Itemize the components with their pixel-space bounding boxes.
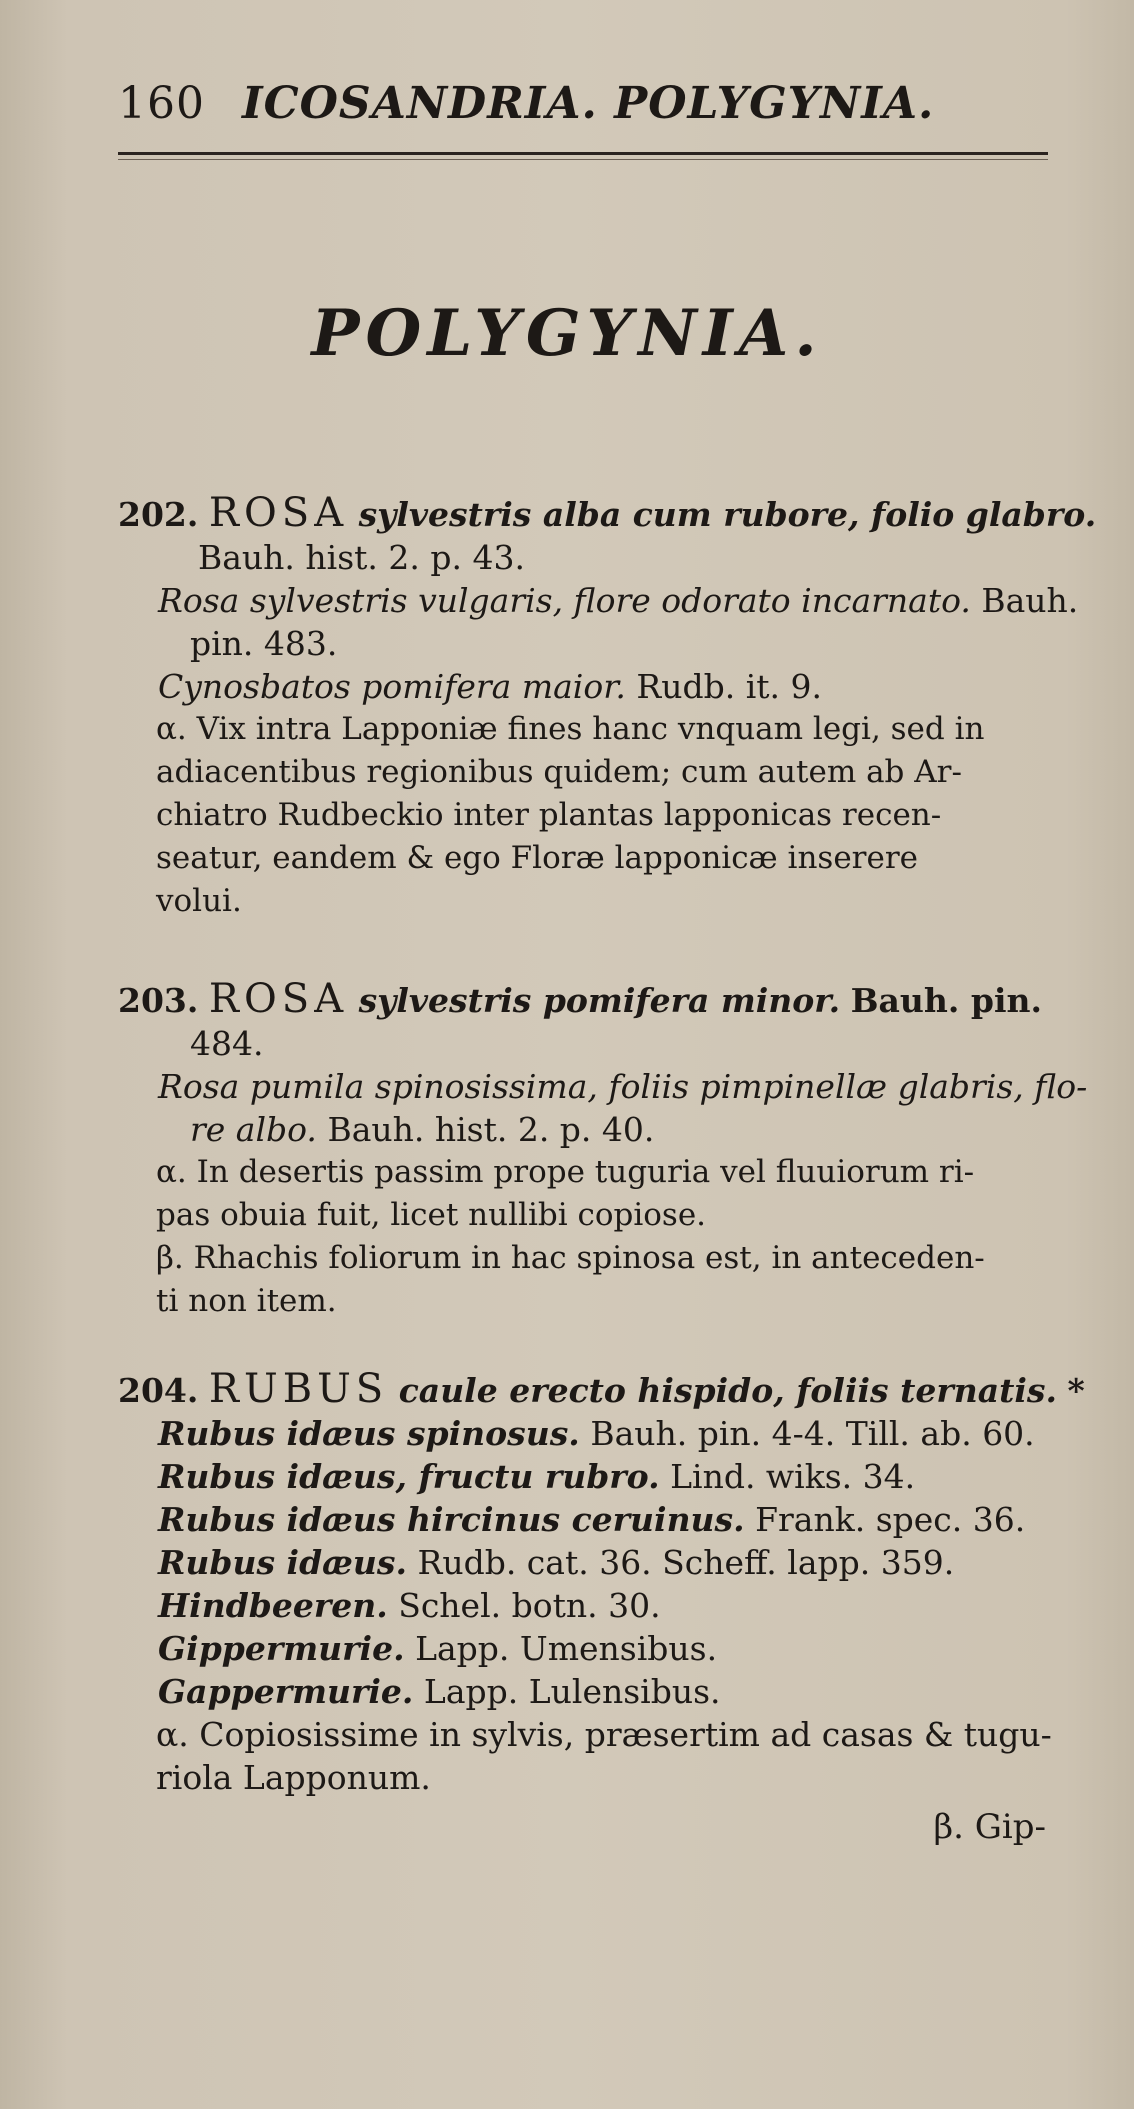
note-line: ti non item. (156, 1283, 337, 1319)
synonym-name: Rubus idæus hircinus ceruinus. (158, 1500, 745, 1539)
synonym-ref: Bauh. (981, 581, 1079, 620)
synonym-ref: Bauh. pin. 4-4. Till. ab. 60. (590, 1414, 1035, 1453)
synonym-name: Rosa sylvestris vulgaris, flore odorato incarnato. (158, 581, 971, 620)
note-line: α. In desertis passim prope tuguria vel fluuiorum ri- (156, 1154, 975, 1190)
synonym-name: Gappermurie. (158, 1672, 414, 1711)
entry-heading (118, 978, 1068, 1022)
note-line: chiatro Rudbeckio inter plantas lapponicas recen- (156, 797, 942, 833)
diagnosis: sylvestris alba cum rubore, folio glabro. (358, 495, 1097, 534)
genus-name: ROSA (208, 976, 349, 1022)
synonym-ref: Rudb. it. 9. (636, 667, 822, 706)
diagnosis: caule erecto hispido, foliis ternatis. (398, 1371, 1057, 1410)
synonym-line (118, 1412, 1068, 1455)
section-title: POLYGYNIA. (311, 296, 823, 371)
entry-heading (118, 1366, 1085, 1412)
note-line: α. Copiosissime in sylvis, præsertim ad casas & tugu- (156, 1715, 1052, 1754)
note-line: riola Lapponum. (156, 1758, 431, 1797)
synonym-name: Gippermurie. (158, 1629, 405, 1668)
synonym-line (118, 1541, 1068, 1584)
citation-line: Bauh. hist. 2. p. 43. (198, 538, 525, 577)
running-title: ICOSANDRIA. POLYGYNIA. (241, 78, 935, 129)
citation-line: pin. 483. (190, 624, 338, 663)
asterisk-mark: * (1067, 1371, 1085, 1410)
synonym-name: Rosa pumila spinosissima, foliis pimpinellæ glabris, flo- (158, 1067, 1088, 1106)
header-rule (118, 152, 1048, 160)
entry-202 (118, 490, 1097, 923)
synonym-ref: Bauh. hist. 2. p. 40. (327, 1110, 655, 1149)
synonym-line (118, 1670, 1068, 1713)
synonym-line (118, 665, 1068, 708)
entry-number: 203. (118, 981, 199, 1020)
synonym-name: Hindbeeren. (158, 1586, 388, 1625)
synonym-line (118, 579, 1079, 622)
synonym-line (118, 1108, 1068, 1151)
synonym-name: Rubus idæus spinosus. (158, 1414, 580, 1453)
entry-204 (118, 1366, 1085, 1799)
diagnosis-ref: Bauh. pin. (850, 981, 1042, 1020)
synonym-name: Cynosbatos pomifera maior. (158, 667, 626, 706)
genus-name: RUBUS (208, 1366, 389, 1412)
note-line: β. Rhachis foliorum in hac spinosa est, in anteceden- (156, 1240, 985, 1276)
synonym-name: re albo. (190, 1110, 317, 1149)
synonym-ref: Rudb. cat. 36. Scheff. lapp. 359. (417, 1543, 955, 1582)
diagnosis: sylvestris pomifera minor. (358, 981, 841, 1020)
synonym-name: Rubus idæus, fructu rubro. (158, 1457, 660, 1496)
entry-heading (118, 490, 1097, 536)
synonym-ref: Frank. spec. 36. (755, 1500, 1026, 1539)
catchword: β. Gip- (933, 1807, 1046, 1847)
note-line: seatur, eandem & ego Floræ lapponicæ inserere (156, 840, 919, 876)
synonym-line (118, 1627, 1068, 1670)
synonym-name: Rubus idæus. (158, 1543, 407, 1582)
synonym-line (118, 1498, 1068, 1541)
genus-name: ROSA (208, 490, 349, 536)
synonym-line (118, 1455, 1068, 1498)
synonym-line (118, 1584, 1068, 1627)
entry-number: 204. (118, 1371, 199, 1410)
synonym-ref: Lapp. Lulensibus. (423, 1672, 721, 1711)
note-line: α. Vix intra Lapponiæ fines hanc vnquam legi, sed in (156, 711, 985, 747)
synonym-ref: Lind. wiks. 34. (670, 1457, 916, 1496)
synonym-ref: Lapp. Umensibus. (415, 1629, 718, 1668)
note-line: pas obuia fuit, licet nullibi copiose. (156, 1197, 707, 1233)
synonym-ref: Schel. botn. 30. (398, 1586, 661, 1625)
citation-line: 484. (190, 1024, 264, 1063)
note-line: adiacentibus regionibus quidem; cum autem ab Ar- (156, 754, 962, 790)
entry-number: 202. (118, 495, 199, 534)
entry-203 (118, 976, 1088, 1323)
page-number: 160 (118, 78, 205, 129)
running-head (118, 78, 1058, 129)
note-line: volui. (156, 883, 242, 919)
